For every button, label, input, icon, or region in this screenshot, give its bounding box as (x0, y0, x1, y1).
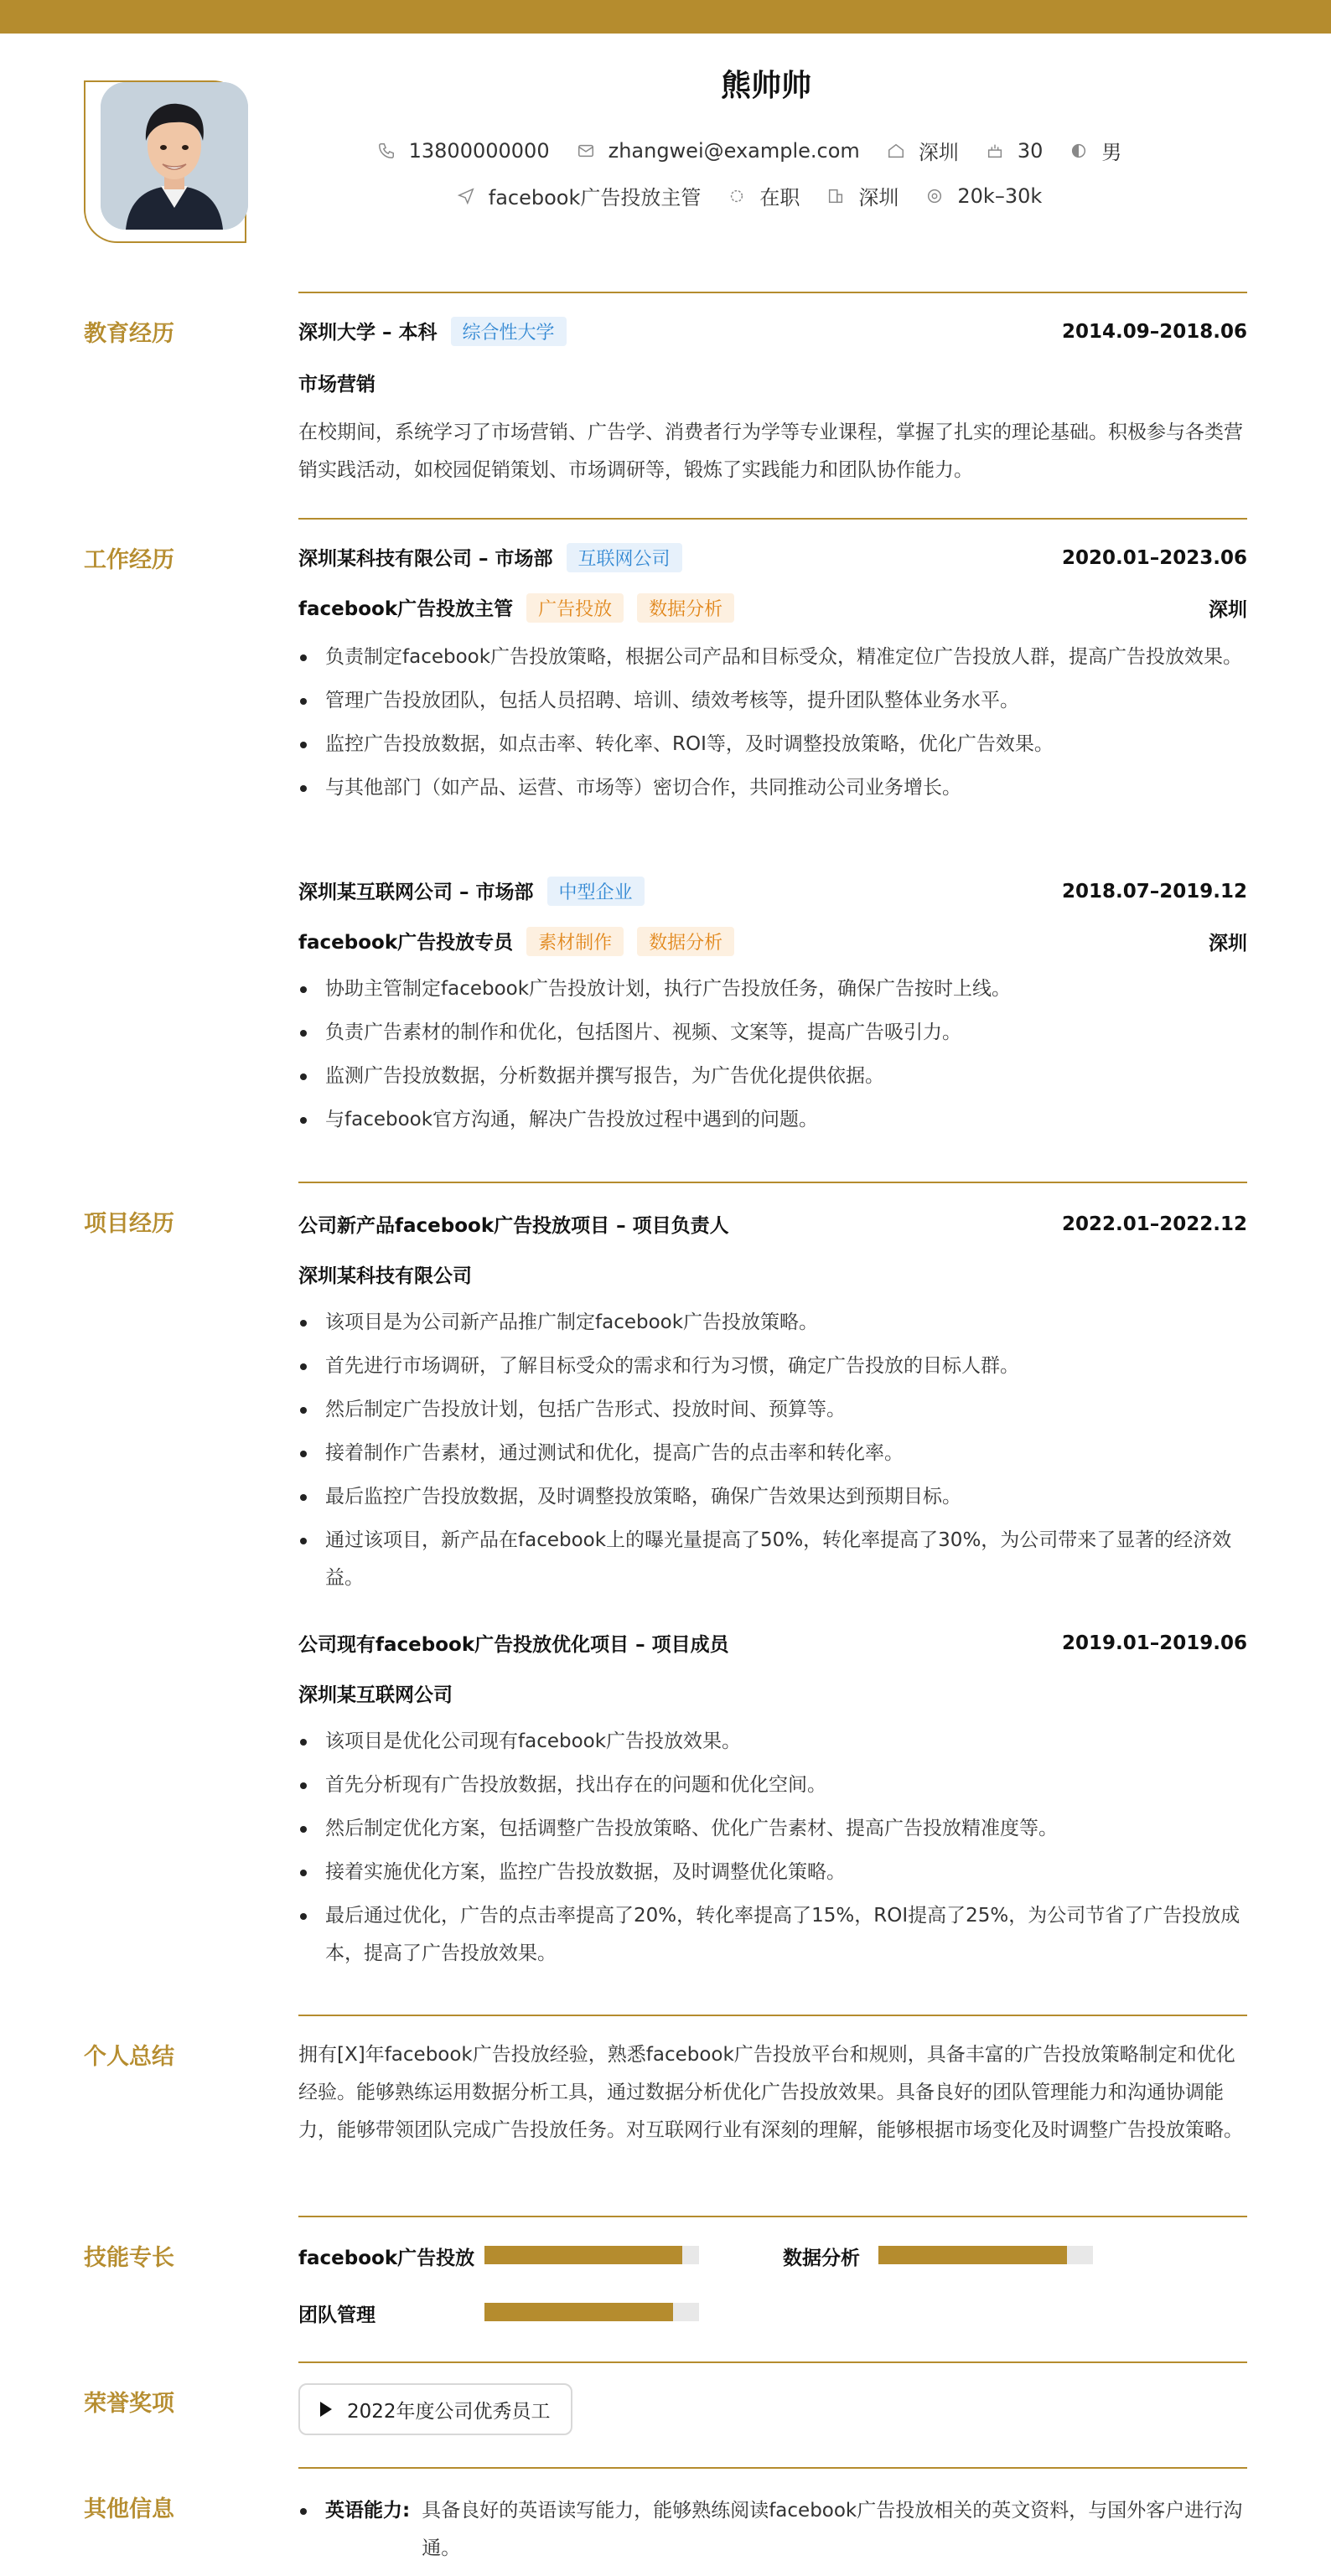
skill-1-label: facebook广告投放 (298, 2248, 475, 2269)
work-2-tag-1: 素材制作 (526, 927, 624, 956)
education-desc: 在校期间，系统学习了市场营销、广告学、消费者行为学等专业课程，掌握了扎实的理论基础。积极参与各类营销实践活动，如校园促销策划、市场调研等，锻炼了实践能力和团队协作能力。 (298, 422, 1243, 481)
list-item: 最后监控广告投放数据，及时调整投放策略，确保广告效果达到预期目标。 (298, 1478, 1247, 1516)
education-title: 教育经历 (84, 321, 174, 347)
education-header (298, 317, 1247, 346)
mail-icon (577, 142, 595, 160)
work-2-header (298, 877, 1247, 906)
list-item: 与其他部门（如产品、运营、市场等）密切合作，共同推动公司业务增长。 (298, 769, 1247, 807)
list-item: 负责制定facebook广告投放策略，根据公司产品和目标受众，精准定位广告投放人群，提高广告投放效果。 (298, 639, 1247, 676)
contact-row (168, 136, 1331, 165)
list-item: 与facebook官方沟通，解决广告投放过程中遇到的问题。 (298, 1101, 1247, 1139)
skill-1-fill (484, 2246, 682, 2264)
education-divider (298, 292, 1247, 293)
education-school-line (298, 317, 567, 346)
awards-title: 荣誉奖项 (84, 2391, 174, 2417)
work-1-tag-2: 数据分析 (637, 593, 734, 623)
summary-divider (298, 2015, 1247, 2016)
phone-item (377, 139, 550, 163)
project-divider (298, 1182, 1247, 1183)
award-item[interactable] (298, 2383, 572, 2435)
school-name: 深圳大学 – 本科 (298, 322, 438, 344)
work-2-company-tag: 中型企业 (547, 877, 645, 906)
send-icon (457, 187, 475, 205)
list-item: 接着实施优化方案，监控广告投放数据，及时调整优化策略。 (298, 1854, 1247, 1891)
project-2-period: 2019.01–2019.06 (1061, 1632, 1247, 1654)
building-icon (826, 187, 845, 205)
home-icon (887, 142, 905, 160)
gender-text: 男 (1101, 141, 1122, 164)
status-item (728, 181, 800, 210)
list-item: 管理广告投放团队，包括人员招聘、培训、绩效考核等，提升团队整体业务水平。 (298, 682, 1247, 720)
other-divider (298, 2467, 1247, 2469)
work-1-role: facebook广告投放主管 (298, 598, 514, 620)
list-item: 最后通过优化，广告的点击率提高了20%，转化率提高了15%，ROI提高了25%，为公司节省了广告投放成本，提高了广告投放效果。 (298, 1897, 1247, 1973)
other-label: 英语能力: (325, 2500, 411, 2522)
work-divider (298, 518, 1247, 520)
target-city-item (826, 181, 899, 210)
phone-icon (377, 142, 396, 160)
work-1-company-line (298, 543, 682, 572)
email-text: zhangwei@example.com (608, 138, 860, 163)
other-item (298, 2492, 1247, 2568)
list-item: 监测广告投放数据，分析数据并撰写报告，为广告优化提供依据。 (298, 1058, 1247, 1095)
project-1-header (298, 1210, 1247, 1238)
list-item: 协助主管制定facebook广告投放计划，执行广告投放任务，确保广告按时上线。 (298, 970, 1247, 1008)
work-1-company-tag: 互联网公司 (567, 543, 682, 572)
candidate-name: 熊帅帅 (720, 69, 811, 103)
status-text: 在职 (759, 186, 800, 209)
work-title: 工作经历 (84, 547, 174, 573)
other-title: 其他信息 (84, 2496, 174, 2522)
gender-item (1069, 136, 1121, 165)
location-item (887, 136, 959, 165)
skill-2-fill (878, 2246, 1067, 2264)
age-item (986, 139, 1044, 163)
project-2-title: 公司现有facebook广告投放优化项目 – 项目成员 (298, 1634, 729, 1656)
project-2-org: 深圳某互联网公司 (298, 1684, 453, 1706)
project-2-header (298, 1629, 1247, 1657)
education-major: 市场营销 (298, 374, 375, 396)
work-2-period: 2018.07–2019.12 (1061, 880, 1247, 903)
work-1-role-line (298, 593, 734, 623)
list-item: 通过该项目，新产品在facebook上的曝光量提高了50%，转化率提高了30%，为公司带来了显著的经济效益。 (298, 1522, 1247, 1597)
skills-title: 技能专长 (84, 2245, 174, 2271)
list-item: 然后制定优化方案，包括调整广告投放策略、优化广告素材、提高广告投放精准度等。 (298, 1810, 1247, 1848)
project-2-bullets (298, 1723, 1247, 1979)
school-tag: 综合性大学 (451, 317, 567, 346)
work-2-tag-2: 数据分析 (637, 927, 734, 956)
work-2-company-line (298, 877, 645, 906)
work-2-bullets (298, 970, 1247, 1145)
list-item: 该项目是优化公司现有facebook广告投放效果。 (298, 1723, 1247, 1761)
work-1-header (298, 543, 1247, 572)
work-1-role-row (298, 593, 1247, 623)
salary-text: 20k–30k (957, 184, 1043, 208)
top-accent-bar (0, 0, 1331, 34)
skill-2-bar (878, 2246, 1093, 2264)
job-target-text: facebook广告投放主管 (488, 186, 702, 209)
skill-1-bar (484, 2246, 699, 2264)
work-1-city: 深圳 (1209, 599, 1247, 621)
skills-divider (298, 2216, 1247, 2217)
list-item: 该项目是为公司新产品推广制定facebook广告投放策略。 (298, 1304, 1247, 1342)
email-item (577, 139, 860, 163)
list-item: 负责广告素材的制作和优化，包括图片、视频、文案等，提高广告吸引力。 (298, 1014, 1247, 1052)
work-2-city: 深圳 (1209, 933, 1247, 954)
project-1-title: 公司新产品facebook广告投放项目 – 项目负责人 (298, 1215, 729, 1237)
work-2-role-line (298, 927, 734, 956)
work-2-role-row (298, 927, 1247, 956)
awards-divider (298, 2361, 1247, 2363)
summary-text: 拥有[X]年facebook广告投放经验，熟悉facebook广告投放平台和规则，具备丰富的广告投放策略制定和优化经验。能够熟练运用数据分析工具，通过数据分析优化广告投放效果。具备良好的团队管理能力和沟通协调能力，能够带领团队完成广告投放任务。对互联网行业有深刻的理解，能够根据市场变化及时调整广告投放策略。 (298, 2044, 1243, 2141)
salary-item (925, 184, 1042, 208)
skill-2-label: 数据分析 (783, 2248, 860, 2269)
skill-3-label: 团队管理 (298, 2304, 375, 2326)
work-1-bullets (298, 639, 1247, 813)
target-city-text: 深圳 (858, 186, 899, 209)
other-text: 具备良好的英语读写能力，能够熟练阅读facebook广告投放相关的英文资料，与国外客户进行沟通。 (422, 2500, 1243, 2559)
age-text: 30 (1017, 138, 1044, 163)
list-item: 监控广告投放数据，如点击率、转化率、ROI等，及时调整投放策略，优化广告效果。 (298, 726, 1247, 763)
list-item: 接着制作广告素材，通过测试和优化，提高广告的点击率和转化率。 (298, 1435, 1247, 1472)
work-2-role: facebook广告投放专员 (298, 932, 514, 954)
cake-icon (986, 142, 1004, 160)
project-1-period: 2022.01–2022.12 (1061, 1213, 1247, 1235)
location-text: 深圳 (918, 141, 959, 164)
bullet-dot (300, 2508, 307, 2515)
list-item: 首先分析现有广告投放数据，找出存在的问题和优化空间。 (298, 1766, 1247, 1804)
phone-text: 13800000000 (408, 138, 550, 163)
project-title: 项目经历 (84, 1211, 174, 1237)
gender-icon (1069, 142, 1088, 160)
summary-title: 个人总结 (84, 2044, 174, 2070)
job-target-item (457, 181, 702, 210)
skill-3-bar (484, 2303, 699, 2321)
work-1-period: 2020.01–2023.06 (1061, 546, 1247, 569)
job-row (168, 181, 1331, 210)
award-text: 2022年度公司优秀员工 (347, 2400, 551, 2423)
list-item: 然后制定广告投放计划，包括广告形式、投放时间、预算等。 (298, 1391, 1247, 1429)
play-icon (320, 2402, 332, 2417)
work-1-company: 深圳某科技有限公司 – 市场部 (298, 548, 553, 570)
education-period: 2014.09–2018.06 (1061, 320, 1247, 343)
skill-3-fill (484, 2303, 673, 2321)
project-1-bullets (298, 1304, 1247, 1603)
project-1-org: 深圳某科技有限公司 (298, 1265, 472, 1287)
status-icon (728, 187, 746, 205)
money-icon (925, 187, 944, 205)
list-item: 首先进行市场调研，了解目标受众的需求和行为习惯，确定广告投放的目标人群。 (298, 1347, 1247, 1385)
work-2-company: 深圳某互联网公司 – 市场部 (298, 882, 534, 903)
work-1-tag-1: 广告投放 (526, 593, 624, 623)
